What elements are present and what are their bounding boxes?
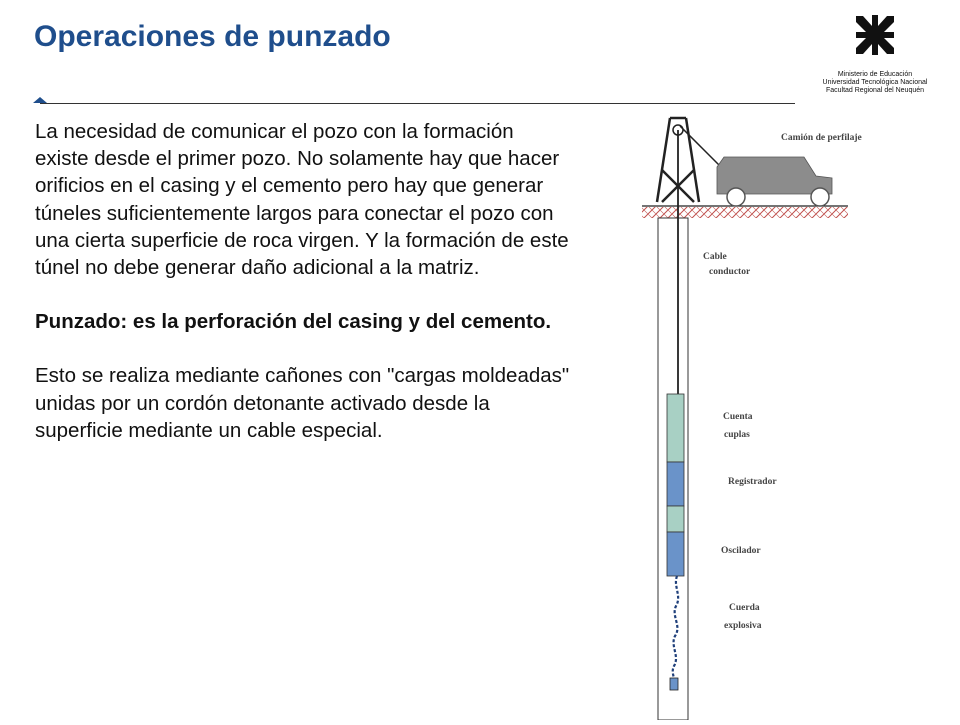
label-recorder: Registrador	[728, 477, 777, 487]
label-cable-2: conductor	[709, 267, 751, 277]
tool-oscillator	[667, 532, 684, 576]
main-text	[35, 118, 570, 444]
utn-logo-icon	[852, 12, 898, 58]
label-explosive-2: explosiva	[724, 621, 762, 631]
institution-line: Universidad Tecnológica Nacional	[822, 79, 928, 86]
page-title: Operaciones de punzado	[34, 20, 391, 53]
label-explosive-1: Cuerda	[729, 603, 760, 613]
label-cable-1: Cable	[703, 252, 727, 262]
ground-hatch	[642, 207, 848, 218]
paragraph-intro: La necesidad de comunicar el pozo con la formación existe desde el primer pozo. No solamente hay que hacer orificios en el casing y el cemento pero hay que generar túneles suficientemente largos para conectar el pozo con una cierta superficie de roca virgen. Y la formación de este túnel no debe generar daño adicional a la matriz.	[35, 120, 569, 280]
label-counter-2: cuplas	[724, 430, 750, 440]
institution-line: Ministerio de Educación	[837, 71, 913, 78]
cable-to-truck	[680, 126, 722, 168]
perforation-diagram	[600, 110, 900, 720]
institution-line: Facultad Regional del Neuquén	[825, 87, 925, 94]
label-truck: Camión de perfilaje	[781, 133, 862, 143]
label-counter-1: Cuenta	[723, 412, 753, 422]
truck-icon	[717, 157, 832, 206]
tool-coupling-counter	[667, 394, 684, 462]
tool-coupling	[667, 506, 684, 532]
tool-bottom-charge	[670, 678, 678, 690]
tool-recorder	[667, 462, 684, 506]
paragraph-method: Esto se realiza mediante cañones con "cargas moldeadas" unidas por un cordón detonante activado desde la superficie mediante un cable especial.	[35, 364, 570, 442]
label-oscillator: Oscilador	[721, 546, 761, 556]
title-rule	[40, 103, 795, 104]
institution-block	[810, 71, 940, 95]
paragraph-definition: Punzado: es la perforación del casing y del cemento.	[35, 310, 552, 334]
